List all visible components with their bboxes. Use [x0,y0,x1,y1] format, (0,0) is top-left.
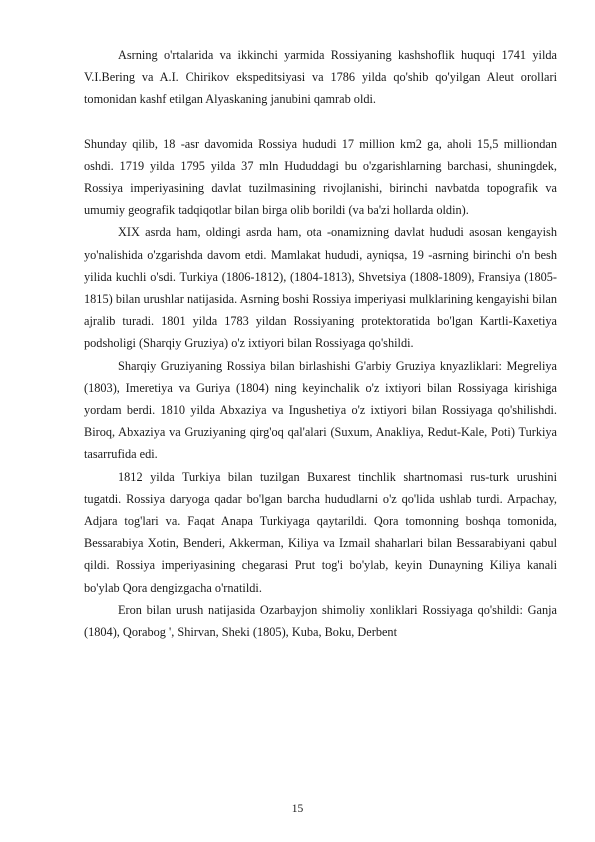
paragraph-19th-century-expansion: XIX asrda ham, oldingi asrda ham, ota -onamizning davlat hududi asosan kengayish yo'nalishida o'zgarishda davom etdi. Mamlakat hududi, ayniqsa, 19 -asrning birinchi o'n besh yilida kuchli o'sdi. Turkiya (1806-1812), (1804-1813), Shvetsiya (1808-1809), Fransiya (1805-1815) bilan urushlar natijasida. Asrning boshi Rossiya imperiyasi mulklarining kengayishi bilan ajralib turadi. 1801 yilda 1783 yildan Rossiyaning protektoratida bo'lgan Kartli-Kaxetiya podsholigi (Sharqiy Gruziya) o'z ixtiyori bilan Rossiyaga qo'shildi. [84,225,557,351]
paragraph-bucharest-treaty: 1812 yilda Turkiya bilan tuzilgan Buxarest tinchlik shartnomasi rus-turk urushini tugatdi. Rossiya daryoga qadar bo'lgan barcha hududlarni o'z qo'lida ushlab turdi. Arpachay, Adjara tog'lari va. Faqat Anapa Turkiyaga qaytarildi. Qora tomonning boshqa tomonida, Bessarabiya Xotin, Benderi, Akkerman, Kiliya va Izmail shaharlari bilan Bessarabiyani qabul qildi. Rossiya imperiyasining chegarasi Prut tog'i bo'ylab, keyin Dunayning Kiliya kanali bo'ylab Qora dengizgacha o'rnatildi. [84,469,557,595]
paragraph-iran-war: Eron bilan urush natijasida Ozarbayjon shimoliy xonliklari Rossiyaga qo'shildi: Ganja (1804), Qorabog ', Shirvan, Sheki (1805), Kuba, Boku, Derbent [84,602,557,640]
paragraph-territory-growth: Shunday qilib, 18 -asr davomida Rossiya hududi 17 million km2 ga, aholi 15,5 milliondan oshdi. 1719 yilda 1795 yilda 37 mln Hududdagi bu o'zgarishlarning barchasi, shuningdek, Rossiya imperiyasining davlat tuzilmasining rivojlanishi, birinchi navbatda topografik va umumiy geografik tadqiqotlar bilan birga olib borildi (va ba'zi hollarda oldin). [84,136,557,218]
document-page [84,44,557,643]
paragraph-alaska: Asrning o'rtalarida va ikkinchi yarmida Rossiyaning kashshoflik huquqi 1741 yilda V.I.Bering va A.I. Chirikov ekspeditsiyasi va 1786 yilda qo'shib qo'yilgan Aleut orollari tomonidan kashf etilgan Alyaskaning janubini qamrab oldi. [84,48,557,107]
paragraph-west-georgia: Sharqiy Gruziyaning Rossiya bilan birlashishi G'arbiy Gruziya knyazliklari: Megreliya (1803), Imeretiya va Guriya (1804) ning keyinchalik o'z ixtiyori bilan Rossiyaga kirishiga yordam berdi. 1810 yilda Abxaziya va Ingushetiya o'z ixtiyori bilan Rossiyaga qo'shilishdi. Biroq, Abxaziya va Gruziyaning qirg'oq qal'alari (Suxum, Anakliya, Redut-Kale, Poti) Turkiya tasarrufida edi. [84,358,557,462]
page-number: 15 [291,803,304,815]
